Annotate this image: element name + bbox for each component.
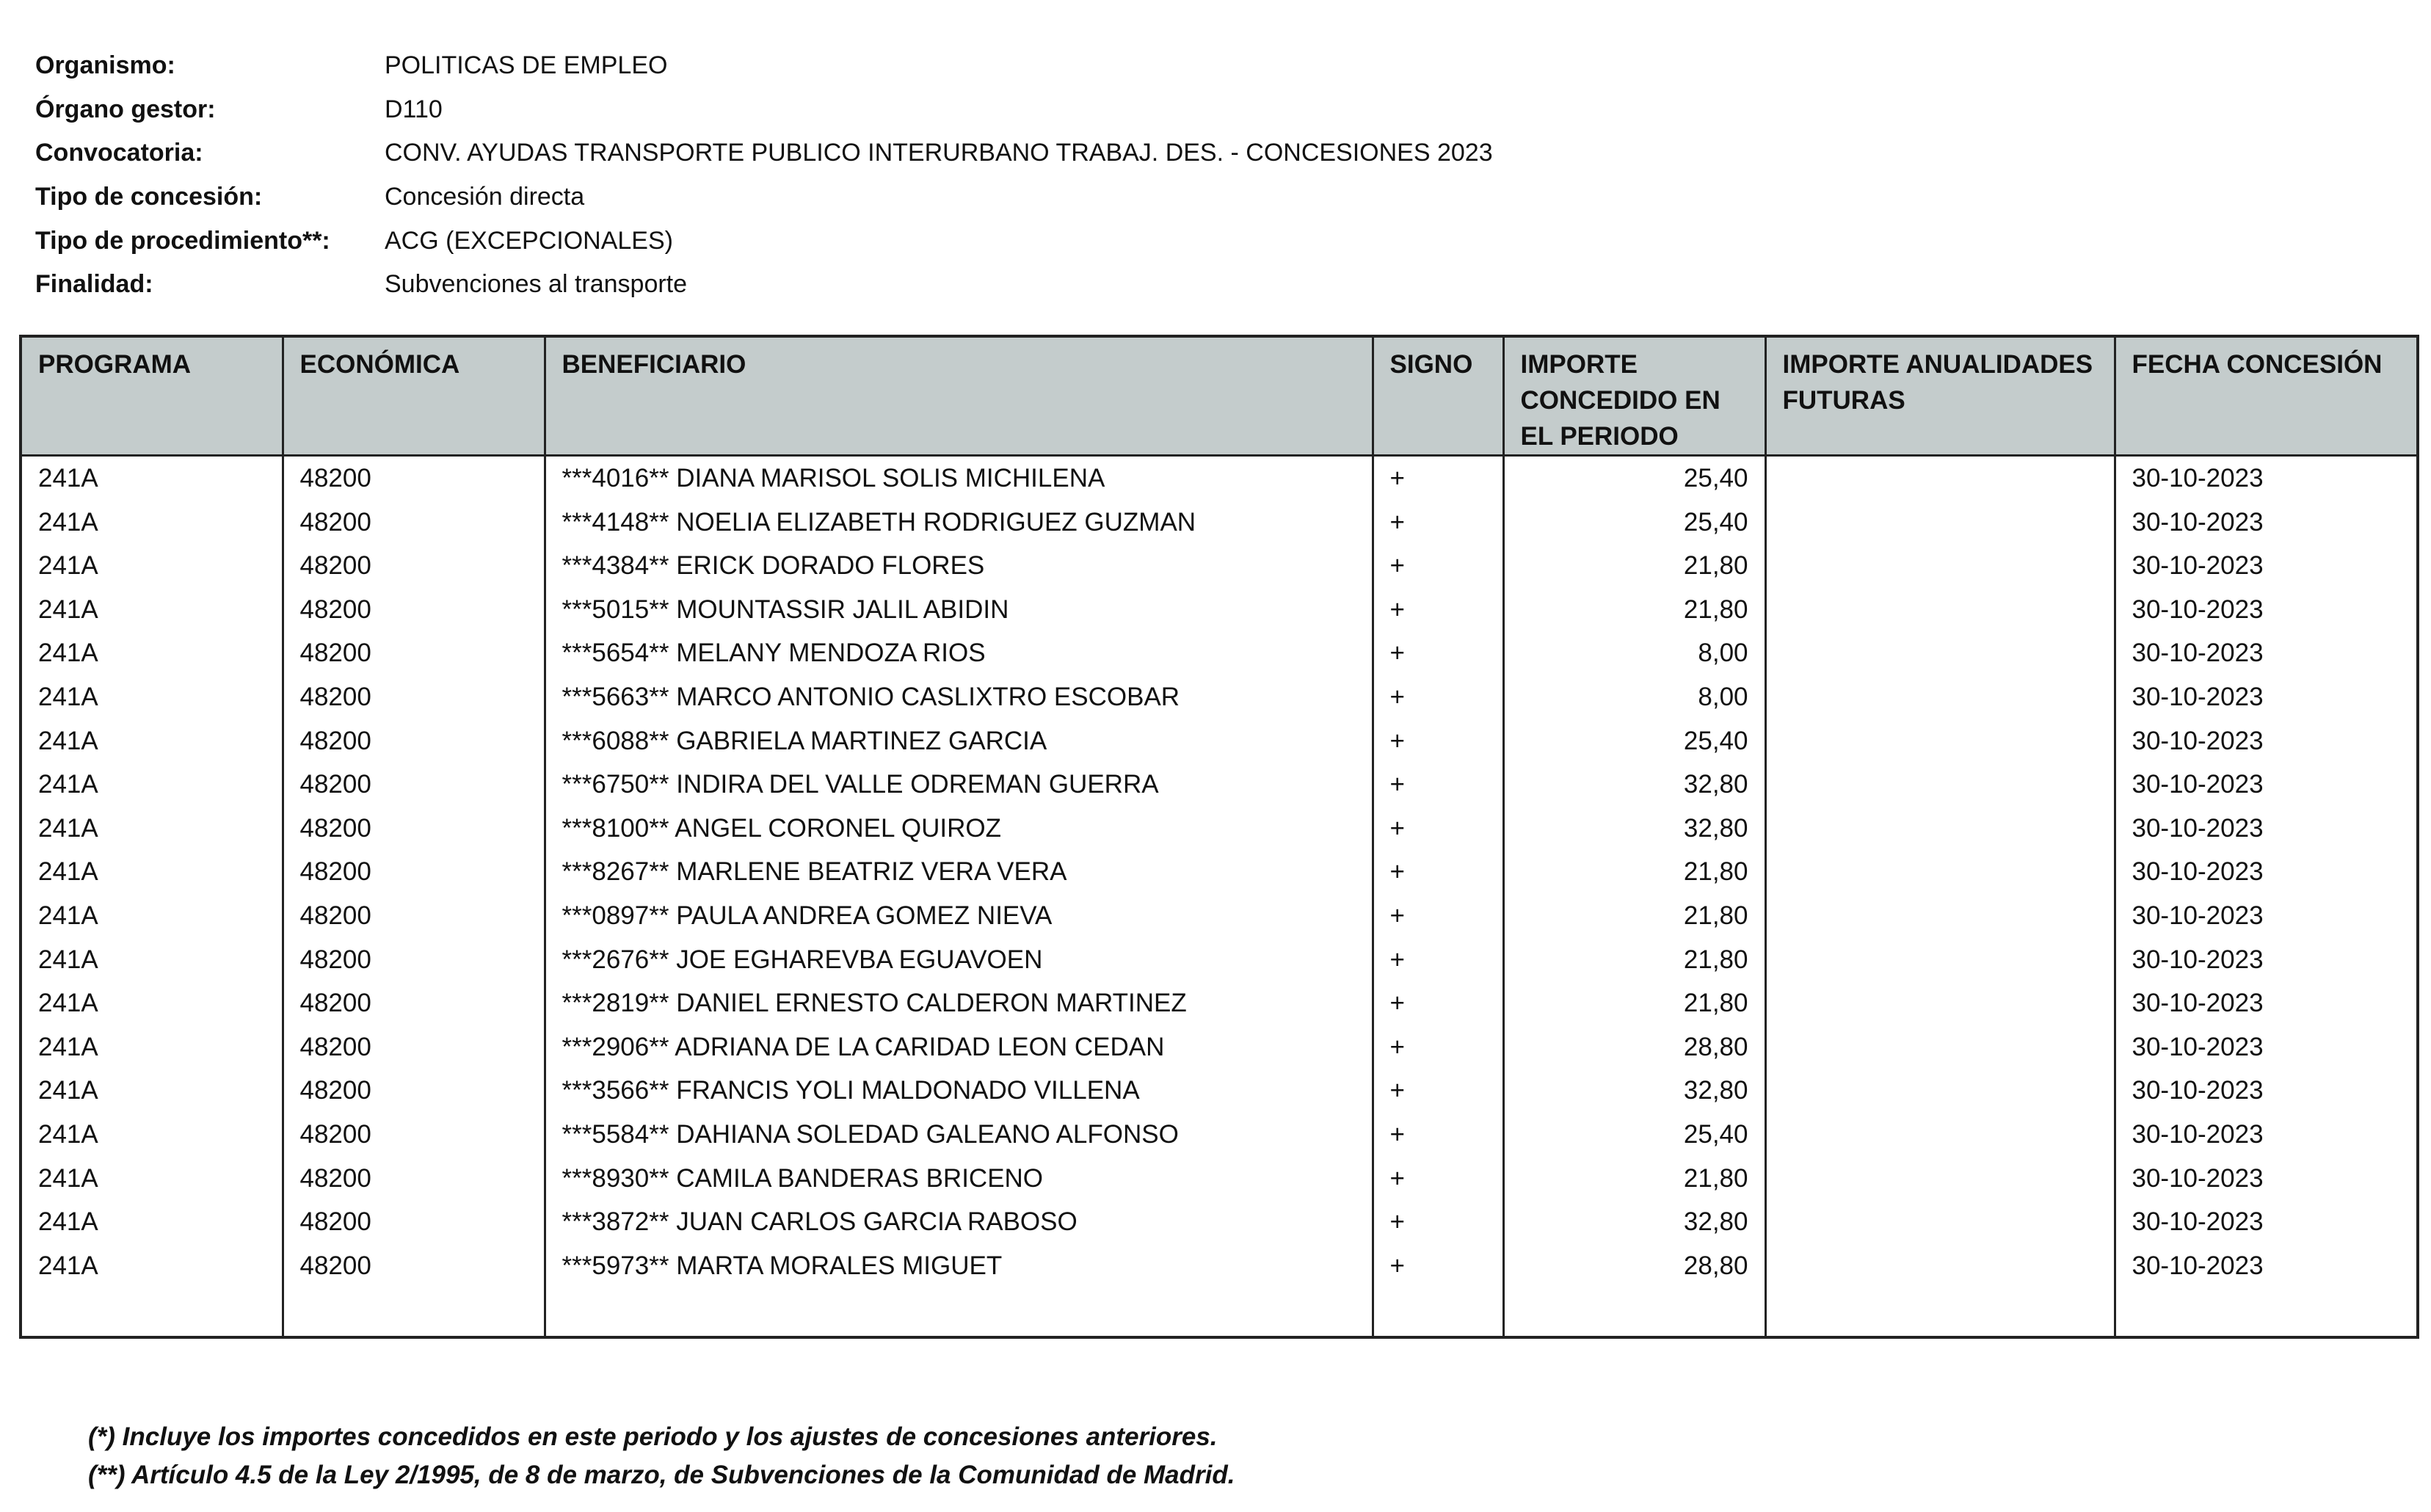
table-header-row (21, 336, 2418, 456)
cell-economica: 48200 (283, 501, 545, 545)
table-row (21, 850, 2418, 894)
cell-beneficiario: ***0897** PAULA ANDREA GOMEZ NIEVA (545, 894, 1373, 938)
meta-row-tipo-procedimiento (35, 219, 1493, 263)
cell-economica: 48200 (283, 544, 545, 588)
cell-signo: + (1373, 1157, 1503, 1201)
cell-signo: + (1373, 1069, 1503, 1113)
cell-economica: 48200 (283, 719, 545, 763)
table-spacer-row (21, 1287, 2418, 1337)
cell-fecha-concesion: 30-10-2023 (2115, 1157, 2418, 1201)
cell-fecha-concesion: 30-10-2023 (2115, 675, 2418, 719)
cell-beneficiario: ***4016** DIANA MARISOL SOLIS MICHILENA (545, 456, 1373, 501)
cell-signo: + (1373, 894, 1503, 938)
meta-row-convocatoria (35, 131, 1493, 175)
cell-signo: + (1373, 719, 1503, 763)
table-row (21, 544, 2418, 588)
cell-programa: 241A (21, 1025, 283, 1069)
spacer-cell (1373, 1287, 1503, 1337)
cell-beneficiario: ***2676** JOE EGHAREVBA EGUAVOEN (545, 938, 1373, 982)
cell-fecha-concesion: 30-10-2023 (2115, 501, 2418, 545)
table-row (21, 675, 2418, 719)
cell-fecha-concesion: 30-10-2023 (2115, 1244, 2418, 1288)
table-row (21, 456, 2418, 501)
cell-importe-concedido: 21,80 (1503, 588, 1765, 632)
cell-beneficiario: ***8100** ANGEL CORONEL QUIROZ (545, 807, 1373, 851)
cell-fecha-concesion: 30-10-2023 (2115, 719, 2418, 763)
meta-row-organismo (35, 44, 1493, 88)
meta-value: ACG (EXCEPCIONALES) (385, 226, 673, 255)
cell-signo: + (1373, 501, 1503, 545)
cell-beneficiario: ***6088** GABRIELA MARTINEZ GARCIA (545, 719, 1373, 763)
cell-economica: 48200 (283, 938, 545, 982)
cell-economica: 48200 (283, 807, 545, 851)
table-row (21, 501, 2418, 545)
cell-economica: 48200 (283, 1025, 545, 1069)
column-header-programa: PROGRAMA (21, 336, 283, 456)
cell-importe-concedido: 32,80 (1503, 763, 1765, 807)
cell-importe-anualidades (1765, 807, 2115, 851)
column-header-fecha-concesion: FECHA CONCESIÓN (2115, 336, 2418, 456)
cell-signo: + (1373, 1025, 1503, 1069)
cell-programa: 241A (21, 1157, 283, 1201)
cell-importe-anualidades (1765, 763, 2115, 807)
cell-signo: + (1373, 675, 1503, 719)
cell-programa: 241A (21, 1200, 283, 1244)
cell-programa: 241A (21, 456, 283, 501)
column-header-signo: SIGNO (1373, 336, 1503, 456)
cell-fecha-concesion: 30-10-2023 (2115, 763, 2418, 807)
cell-importe-anualidades (1765, 501, 2115, 545)
cell-beneficiario: ***3566** FRANCIS YOLI MALDONADO VILLENA (545, 1069, 1373, 1113)
cell-economica: 48200 (283, 1157, 545, 1201)
cell-programa: 241A (21, 1069, 283, 1113)
cell-importe-anualidades (1765, 456, 2115, 501)
meta-label: Convocatoria: (35, 139, 203, 167)
cell-importe-anualidades (1765, 1157, 2115, 1201)
table-row (21, 938, 2418, 982)
meta-row-organo-gestor (35, 88, 1493, 132)
cell-programa: 241A (21, 1244, 283, 1288)
cell-programa: 241A (21, 675, 283, 719)
cell-beneficiario: ***4384** ERICK DORADO FLORES (545, 544, 1373, 588)
meta-label: Organismo: (35, 51, 175, 80)
meta-row-finalidad (35, 263, 1493, 307)
cell-fecha-concesion: 30-10-2023 (2115, 850, 2418, 894)
cell-importe-concedido: 8,00 (1503, 675, 1765, 719)
cell-beneficiario: ***2819** DANIEL ERNESTO CALDERON MARTINEZ (545, 981, 1373, 1025)
cell-signo: + (1373, 1113, 1503, 1157)
cell-importe-concedido: 21,80 (1503, 850, 1765, 894)
cell-economica: 48200 (283, 894, 545, 938)
cell-signo: + (1373, 1200, 1503, 1244)
cell-importe-anualidades (1765, 850, 2115, 894)
meta-value: D110 (385, 95, 443, 123)
table-row (21, 1200, 2418, 1244)
cell-importe-anualidades (1765, 1244, 2115, 1288)
column-header-beneficiario: BENEFICIARIO (545, 336, 1373, 456)
cell-beneficiario: ***5973** MARTA MORALES MIGUET (545, 1244, 1373, 1288)
cell-importe-concedido: 8,00 (1503, 631, 1765, 675)
cell-importe-anualidades (1765, 1025, 2115, 1069)
table-row (21, 1244, 2418, 1288)
cell-signo: + (1373, 763, 1503, 807)
meta-value: Subvenciones al transporte (385, 270, 688, 299)
cell-economica: 48200 (283, 1113, 545, 1157)
cell-fecha-concesion: 30-10-2023 (2115, 1200, 2418, 1244)
cell-importe-anualidades (1765, 1113, 2115, 1157)
cell-importe-anualidades (1765, 894, 2115, 938)
column-header-importe-concedido: IMPORTE CONCEDIDO EN EL PERIODO (1503, 336, 1765, 456)
footnote-importes: (*) Incluye los importes concedidos en este periodo y los ajustes de concesiones anteriores. (88, 1422, 1218, 1451)
cell-importe-concedido: 28,80 (1503, 1244, 1765, 1288)
cell-importe-anualidades (1765, 675, 2115, 719)
cell-signo: + (1373, 544, 1503, 588)
cell-importe-anualidades (1765, 631, 2115, 675)
concessions-table (19, 335, 2419, 1339)
cell-importe-anualidades (1765, 1069, 2115, 1113)
meta-label: Finalidad: (35, 270, 153, 299)
cell-programa: 241A (21, 544, 283, 588)
document-header (35, 44, 1493, 307)
cell-importe-concedido: 21,80 (1503, 894, 1765, 938)
cell-beneficiario: ***5015** MOUNTASSIR JALIL ABIDIN (545, 588, 1373, 632)
cell-fecha-concesion: 30-10-2023 (2115, 1113, 2418, 1157)
cell-beneficiario: ***2906** ADRIANA DE LA CARIDAD LEON CEDAN (545, 1025, 1373, 1069)
meta-label: Órgano gestor: (35, 95, 216, 123)
cell-programa: 241A (21, 1113, 283, 1157)
cell-signo: + (1373, 588, 1503, 632)
cell-economica: 48200 (283, 1200, 545, 1244)
cell-importe-concedido: 32,80 (1503, 807, 1765, 851)
cell-importe-anualidades (1765, 938, 2115, 982)
cell-signo: + (1373, 850, 1503, 894)
table-row (21, 719, 2418, 763)
cell-fecha-concesion: 30-10-2023 (2115, 894, 2418, 938)
cell-economica: 48200 (283, 850, 545, 894)
cell-economica: 48200 (283, 1069, 545, 1113)
cell-programa: 241A (21, 631, 283, 675)
cell-economica: 48200 (283, 675, 545, 719)
cell-beneficiario: ***3872** JUAN CARLOS GARCIA RABOSO (545, 1200, 1373, 1244)
cell-programa: 241A (21, 938, 283, 982)
cell-programa: 241A (21, 894, 283, 938)
cell-importe-concedido: 25,40 (1503, 501, 1765, 545)
cell-economica: 48200 (283, 631, 545, 675)
cell-importe-concedido: 28,80 (1503, 1025, 1765, 1069)
cell-fecha-concesion: 30-10-2023 (2115, 938, 2418, 982)
table-row (21, 763, 2418, 807)
spacer-cell (1503, 1287, 1765, 1337)
cell-programa: 241A (21, 850, 283, 894)
table-row (21, 1157, 2418, 1201)
table-row (21, 807, 2418, 851)
table-row (21, 894, 2418, 938)
cell-programa: 241A (21, 807, 283, 851)
cell-beneficiario: ***6750** INDIRA DEL VALLE ODREMAN GUERRA (545, 763, 1373, 807)
column-header-importe-anualidades: IMPORTE ANUALIDADES FUTURAS (1765, 336, 2115, 456)
cell-importe-concedido: 32,80 (1503, 1200, 1765, 1244)
cell-beneficiario: ***5663** MARCO ANTONIO CASLIXTRO ESCOBAR (545, 675, 1373, 719)
spacer-cell (545, 1287, 1373, 1337)
cell-beneficiario: ***5584** DAHIANA SOLEDAD GALEANO ALFONSO (545, 1113, 1373, 1157)
cell-importe-concedido: 25,40 (1503, 1113, 1765, 1157)
meta-value: Concesión directa (385, 183, 585, 211)
meta-row-tipo-concesion (35, 175, 1493, 219)
cell-programa: 241A (21, 981, 283, 1025)
meta-label: Tipo de concesión: (35, 183, 263, 211)
table-row (21, 588, 2418, 632)
cell-importe-concedido: 21,80 (1503, 938, 1765, 982)
table-row (21, 1069, 2418, 1113)
cell-economica: 48200 (283, 981, 545, 1025)
cell-signo: + (1373, 981, 1503, 1025)
cell-fecha-concesion: 30-10-2023 (2115, 1069, 2418, 1113)
table-body (21, 456, 2418, 1338)
spacer-cell (2115, 1287, 2418, 1337)
cell-fecha-concesion: 30-10-2023 (2115, 456, 2418, 501)
cell-programa: 241A (21, 588, 283, 632)
cell-importe-concedido: 25,40 (1503, 456, 1765, 501)
cell-beneficiario: ***8930** CAMILA BANDERAS BRICENO (545, 1157, 1373, 1201)
cell-importe-concedido: 25,40 (1503, 719, 1765, 763)
cell-importe-concedido: 21,80 (1503, 981, 1765, 1025)
table-row (21, 1025, 2418, 1069)
cell-programa: 241A (21, 501, 283, 545)
cell-beneficiario: ***5654** MELANY MENDOZA RIOS (545, 631, 1373, 675)
footnotes (88, 1418, 1235, 1494)
cell-beneficiario: ***8267** MARLENE BEATRIZ VERA VERA (545, 850, 1373, 894)
cell-economica: 48200 (283, 456, 545, 501)
column-header-economica: ECONÓMICA (283, 336, 545, 456)
cell-importe-concedido: 21,80 (1503, 544, 1765, 588)
cell-importe-anualidades (1765, 588, 2115, 632)
cell-importe-concedido: 32,80 (1503, 1069, 1765, 1113)
cell-programa: 241A (21, 719, 283, 763)
cell-signo: + (1373, 456, 1503, 501)
cell-signo: + (1373, 1244, 1503, 1288)
cell-signo: + (1373, 807, 1503, 851)
table-row (21, 1113, 2418, 1157)
table-row (21, 981, 2418, 1025)
meta-value: CONV. AYUDAS TRANSPORTE PUBLICO INTERURBANO TRABAJ. DES. - CONCESIONES 2023 (385, 139, 1493, 167)
cell-signo: + (1373, 938, 1503, 982)
spacer-cell (21, 1287, 283, 1337)
cell-importe-anualidades (1765, 1200, 2115, 1244)
table-row (21, 631, 2418, 675)
spacer-cell (1765, 1287, 2115, 1337)
cell-signo: + (1373, 631, 1503, 675)
cell-fecha-concesion: 30-10-2023 (2115, 807, 2418, 851)
cell-beneficiario: ***4148** NOELIA ELIZABETH RODRIGUEZ GUZMAN (545, 501, 1373, 545)
meta-value: POLITICAS DE EMPLEO (385, 51, 668, 80)
cell-fecha-concesion: 30-10-2023 (2115, 588, 2418, 632)
footnote-ley: (**) Artículo 4.5 de la Ley 2/1995, de 8 de marzo, de Subvenciones de la Comunidad de Madrid. (88, 1461, 1235, 1489)
cell-economica: 48200 (283, 1244, 545, 1288)
cell-importe-anualidades (1765, 981, 2115, 1025)
cell-economica: 48200 (283, 763, 545, 807)
meta-label: Tipo de procedimiento**: (35, 226, 330, 255)
spacer-cell (283, 1287, 545, 1337)
cell-importe-anualidades (1765, 544, 2115, 588)
cell-programa: 241A (21, 763, 283, 807)
cell-fecha-concesion: 30-10-2023 (2115, 544, 2418, 588)
cell-importe-concedido: 21,80 (1503, 1157, 1765, 1201)
cell-importe-anualidades (1765, 719, 2115, 763)
cell-fecha-concesion: 30-10-2023 (2115, 981, 2418, 1025)
cell-fecha-concesion: 30-10-2023 (2115, 631, 2418, 675)
cell-economica: 48200 (283, 588, 545, 632)
cell-fecha-concesion: 30-10-2023 (2115, 1025, 2418, 1069)
